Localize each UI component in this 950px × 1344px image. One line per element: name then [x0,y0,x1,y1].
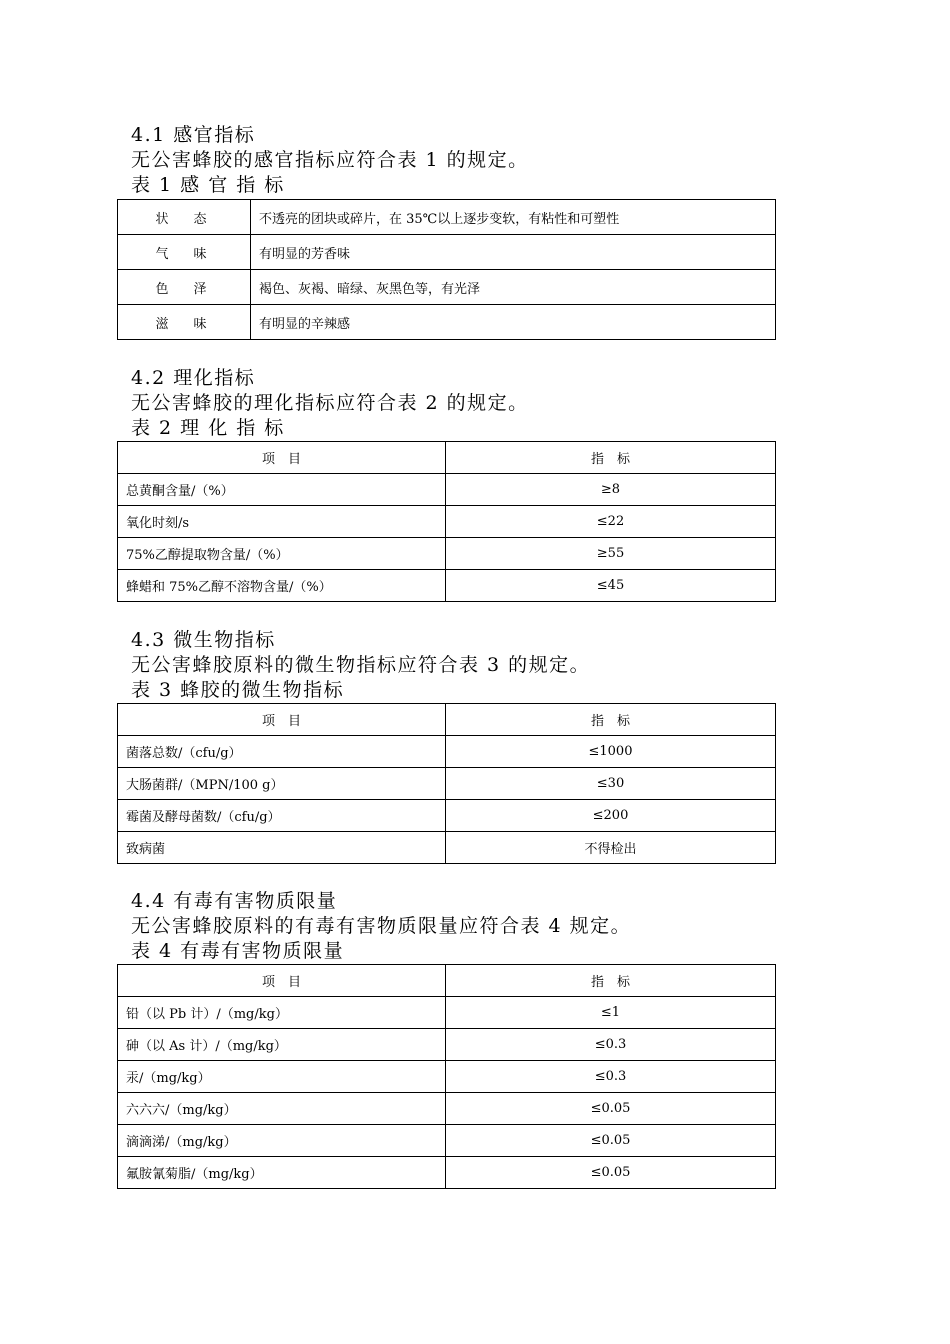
row-item: 六六六/（mg/kg） [118,1093,446,1125]
table-row [118,1157,776,1189]
section-intro: 无公害蜂胶原料的有毒有害物质限量应符合表 4 规定。 [131,915,632,937]
table-row [118,538,776,570]
table-row [118,506,776,538]
table-row [118,200,776,235]
row-item: 氟胺氰菊脂/（mg/kg） [118,1157,446,1189]
section-heading: 4.4 有毒有害物质限量 [131,890,338,912]
row-item: 滴滴涕/（mg/kg） [118,1125,446,1157]
column-header-item: 项 目 [118,965,446,997]
row-item: 75%乙醇提取物含量/（%） [118,538,446,570]
table-row [118,1093,776,1125]
row-key: 滋 味 [118,305,251,340]
row-index: ≤1 [446,997,776,1029]
row-index: ≤22 [446,506,776,538]
row-item: 大肠菌群/（MPN/100 g） [118,768,446,800]
row-item: 汞/（mg/kg） [118,1061,446,1093]
sensory-table [117,199,776,340]
table-title: 表 2 理 化 指 标 [131,417,285,439]
row-index: ≤0.05 [446,1093,776,1125]
row-key: 状 态 [118,200,251,235]
row-index: 不得检出 [446,832,776,864]
row-value: 有明显的芳香味 [251,235,776,270]
table-row [118,768,776,800]
physicochemical-table [117,441,776,602]
table-row [118,305,776,340]
section-heading: 4.3 微生物指标 [131,629,276,651]
row-item: 蜂蜡和 75%乙醇不溶物含量/（%） [118,570,446,602]
row-index: ≤1000 [446,736,776,768]
column-header-index: 指 标 [446,442,776,474]
column-header-index: 指 标 [446,965,776,997]
table-row [118,1029,776,1061]
row-index: ≥55 [446,538,776,570]
row-value: 褐色、灰褐、暗绿、灰黑色等，有光泽 [251,270,776,305]
row-index: ≤45 [446,570,776,602]
table-row [118,1125,776,1157]
section-intro: 无公害蜂胶的理化指标应符合表 2 的规定。 [131,392,529,414]
row-index: ≤0.05 [446,1157,776,1189]
row-item: 菌落总数/（cfu/g） [118,736,446,768]
table-header-row [118,965,776,997]
row-key: 气 味 [118,235,251,270]
row-key: 色 泽 [118,270,251,305]
table-row [118,474,776,506]
section-heading: 4.1 感官指标 [131,124,256,146]
table-row [118,1061,776,1093]
row-index: ≤0.05 [446,1125,776,1157]
row-item: 铅（以 Pb 计）/（mg/kg） [118,997,446,1029]
table-row [118,270,776,305]
row-item: 总黄酮含量/（%） [118,474,446,506]
section-heading: 4.2 理化指标 [131,367,256,389]
table-title: 表 3 蜂胶的微生物指标 [131,679,345,701]
row-index: ≥8 [446,474,776,506]
column-header-index: 指 标 [446,704,776,736]
column-header-item: 项 目 [118,442,446,474]
row-index: ≤0.3 [446,1029,776,1061]
toxic-substances-table [117,964,776,1189]
row-index: ≤200 [446,800,776,832]
row-item: 致病菌 [118,832,446,864]
table-row [118,736,776,768]
table-title: 表 1 感 官 指 标 [131,174,285,196]
table-row [118,997,776,1029]
section-intro: 无公害蜂胶的感官指标应符合表 1 的规定。 [131,149,529,171]
microbial-table [117,703,776,864]
table-row [118,800,776,832]
row-item: 霉菌及酵母菌数/（cfu/g） [118,800,446,832]
column-header-item: 项 目 [118,704,446,736]
row-index: ≤0.3 [446,1061,776,1093]
table-row [118,832,776,864]
section-intro: 无公害蜂胶原料的微生物指标应符合表 3 的规定。 [131,654,591,676]
table-row [118,570,776,602]
table-title: 表 4 有毒有害物质限量 [131,940,345,962]
row-item: 砷（以 As 计）/（mg/kg） [118,1029,446,1061]
table-header-row [118,704,776,736]
row-index: ≤30 [446,768,776,800]
row-value: 有明显的辛辣感 [251,305,776,340]
table-row [118,235,776,270]
table-header-row [118,442,776,474]
row-value: 不透亮的团块或碎片，在 35℃以上逐步变软，有粘性和可塑性 [251,200,776,235]
row-item: 氧化时刻/s [118,506,446,538]
